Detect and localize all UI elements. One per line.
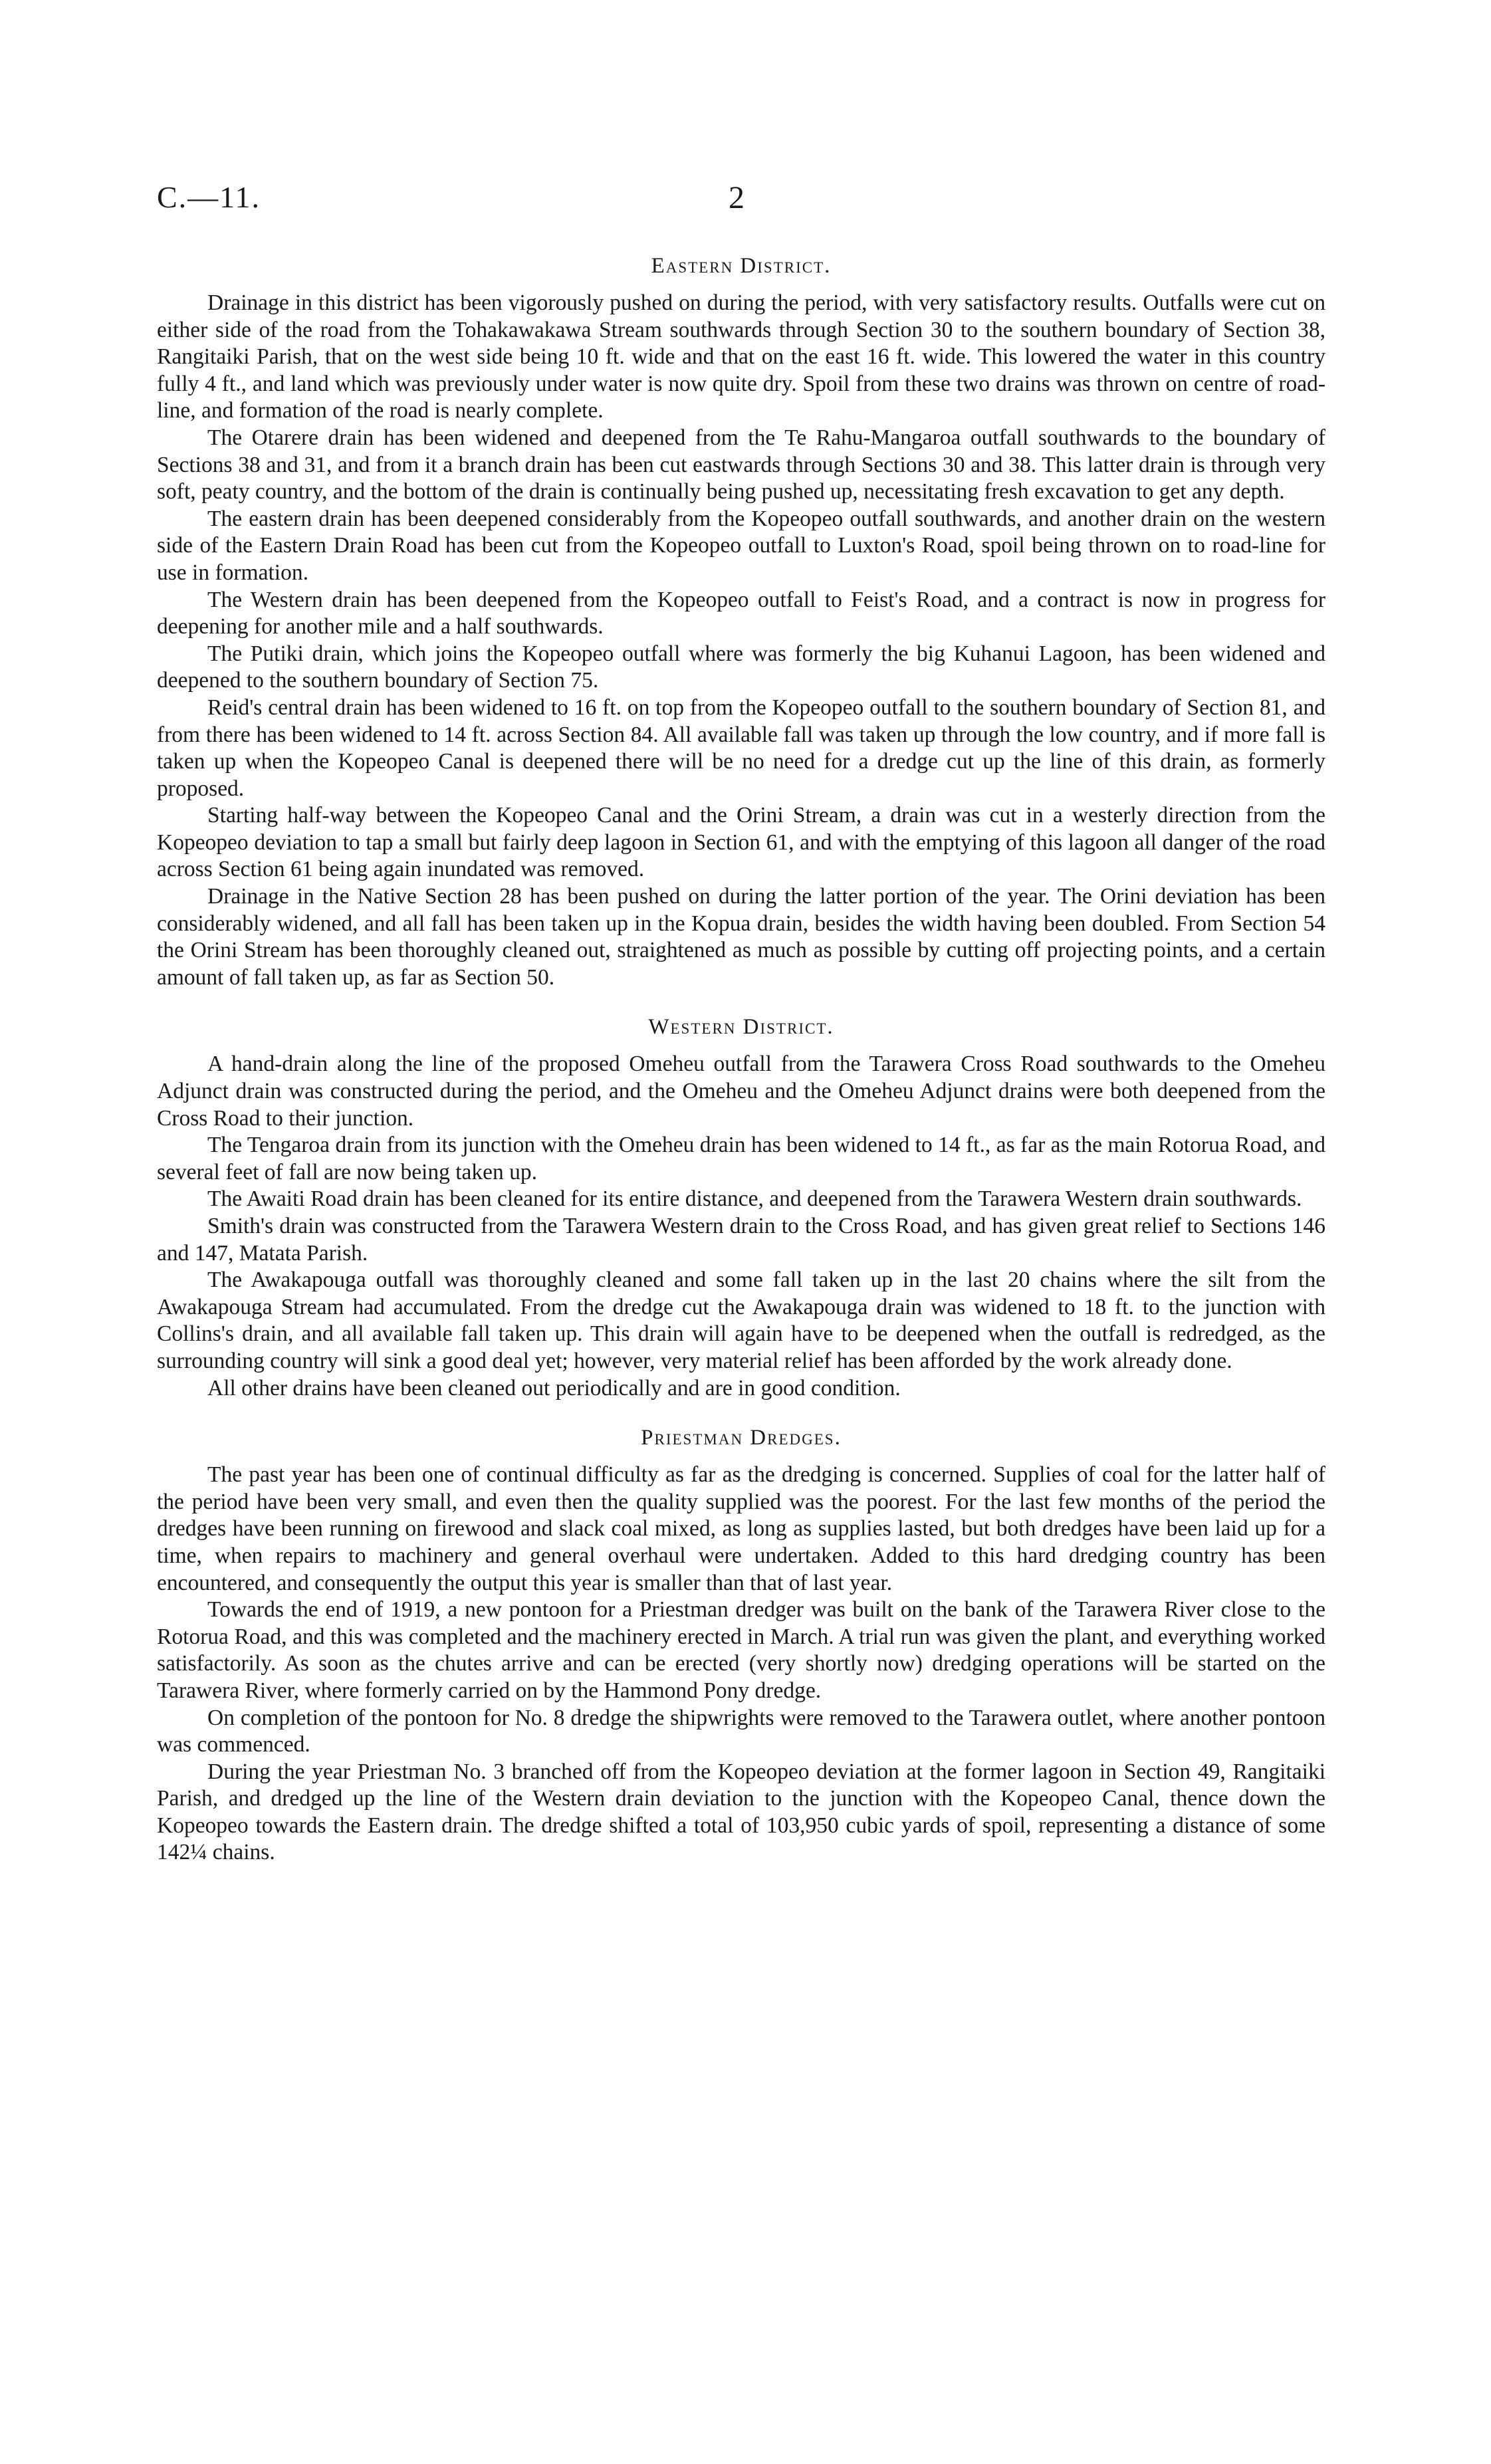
paragraph: Starting half-way between the Kopeopeo Canal and the Orini Stream, a drain was cut in a westerly direction from the Kopeopeo deviation to tap a small but fairly deep lagoon in Section 61, and with the emptying of this lagoon all danger of the road across Section 61 being again inundated was removed. (157, 803, 1325, 882)
paragraph: The Putiki drain, which joins the Kopeopeo outfall where was formerly the big Kuhanui Lagoon, has been widened and deepened to the southern boundary of Section 75. (157, 641, 1325, 693)
paragraph: A hand-drain along the line of the proposed Omeheu outfall from the Tarawera Cross Road southwards to the Omeheu Adjunct drain was constructed during the period, and the Omeheu and the Omeheu Adjunct drains were both deepened from the Cross Road to their junction. (157, 1052, 1325, 1131)
section-priestman-dredges (157, 1424, 1325, 1866)
page-number: 2 (729, 180, 745, 215)
paragraph: The Tengaroa drain from its junction with the Omeheu drain has been widened to 14 ft., as far as the main Rotorua Road, and several feet of fall are now being taken up. (157, 1133, 1325, 1184)
paragraph: The Otarere drain has been widened and deepened from the Te Rahu-Mangaroa outfall southwards to the boundary of Sections 38 and 31, and from it a branch drain has been cut eastwards through Sections 30 and 38. This latter drain is through very soft, peaty country, and the bottom of the drain is continually being pushed up, necessitating fresh excavation to get any depth. (157, 425, 1325, 504)
paragraph: On completion of the pontoon for No. 8 dredge the shipwrights were removed to the Tarawera outlet, where another pontoon was commenced. (157, 1705, 1325, 1757)
paragraph: Drainage in the Native Section 28 has been pushed on during the latter portion of the year. The Orini deviation has been considerably widened, and all fall has been taken up in the Kopua drain, besides the width having been doubled. From Section 54 the Orini Stream has been thoroughly cleaned out, straightened as much as possible by cutting off projecting points, and a certain amount of fall taken up, as far as Section 50. (157, 884, 1325, 990)
paragraph: The Awaiti Road drain has been cleaned for its entire distance, and deepened from the Tarawera Western drain southwards. (207, 1186, 1302, 1212)
paragraph: The Awakapouga outfall was thoroughly cleaned and some fall taken up in the last 20 chains where the silt from the Awakapouga Stream had accumulated. From the dredge cut the Awakapouga drain was widened to 18 ft. to the junction with Collins's drain, and all available fall taken up. This drain will again have to be deepened when the outfall is redredged, as the surrounding country will sink a good deal yet; however, very material relief has been afforded by the work already done. (157, 1268, 1325, 1373)
paragraph: The eastern drain has been deepened considerably from the Kopeopeo outfall southwards, and another drain on the western side of the Eastern Drain Road has been cut from the Kopeopeo outfall to Luxton's Road, spoil being thrown on to road-line for use in formation. (157, 506, 1325, 585)
section-eastern-district (157, 253, 1325, 991)
paragraph: Towards the end of 1919, a new pontoon for a Priestman dredger was built on the bank of the Tarawera River close to the Rotorua Road, and this was completed and the machinery erected in March. A trial run was given the plant, and everything worked satisfactorily. As soon as the chutes arrive and can be erected (very shortly now) dredging operations will be started on the Tarawera River, where formerly carried on by the Hammond Pony dredge. (157, 1597, 1325, 1703)
paragraph: Drainage in this district has been vigorously pushed on during the period, with very satisfactory results. Outfalls were cut on either side of the road from the Tohakawakawa Stream southwards through Section 30 to the southern boundary of Section 38, Rangitaiki Parish, that on the west side being 10 ft. wide and that on the east 16 ft. wide. This lowered the water in this country fully 4 ft., and land which was previously under water is now quite dry. Spoil from these two drains was thrown on centre of road-line, and formation of the road is nearly complete. (157, 290, 1325, 423)
section-heading: Priestman Dredges. (641, 1426, 842, 1450)
section-western-district (157, 1014, 1325, 1402)
section-heading: Eastern District. (651, 254, 832, 278)
paragraph: The Western drain has been deepened from the Kopeopeo outfall to Feist's Road, and a contract is now in progress for deepening for another mile and a half southwards. (157, 587, 1325, 639)
page-header (157, 179, 1367, 226)
paragraph: All other drains have been cleaned out periodically and are in good condition. (207, 1375, 901, 1400)
section-heading: Western District. (648, 1015, 834, 1040)
paragraph: The past year has been one of continual difficulty as far as the dredging is concerned. Supplies of coal for the latter half of the period have been very small, and even then the quality supplied was the poorest. For the last few months of the period the dredges have been running on firewood and slack coal mixed, as long as supplies lasted, but both dredges have been laid up for a time, when repairs to machinery and general overhaul were undertaken. Added to this hard dredging country has been encountered, and consequently the output this year is smaller than that of last year. (157, 1462, 1325, 1595)
paragraph: Reid's central drain has been widened to 16 ft. on top from the Kopeopeo outfall to the southern boundary of Section 81, and from there has been widened to 14 ft. across Section 84. All available fall was taken up through the low country, and if more fall is taken up when the Kopeopeo Canal is deepened there will be no need for a dredge cut up the line of this drain, as formerly proposed. (157, 695, 1325, 801)
paragraph: During the year Priestman No. 3 branched off from the Kopeopeo deviation at the former lagoon in Section 49, Rangitaiki Parish, and dredged up the line of the Western drain deviation to the junction with the Kopeopeo Canal, thence down the Kopeopeo towards the Eastern drain. The dredge shifted a total of 103,950 cubic yards of spoil, representing a distance of some 142¼ chains. (157, 1759, 1325, 1865)
page-body (157, 253, 1325, 1866)
paragraph: Smith's drain was constructed from the Tarawera Western drain to the Cross Road, and has given great relief to Sections 146 and 147, Matata Parish. (157, 1214, 1325, 1266)
document-reference: C.—11. (157, 180, 261, 214)
